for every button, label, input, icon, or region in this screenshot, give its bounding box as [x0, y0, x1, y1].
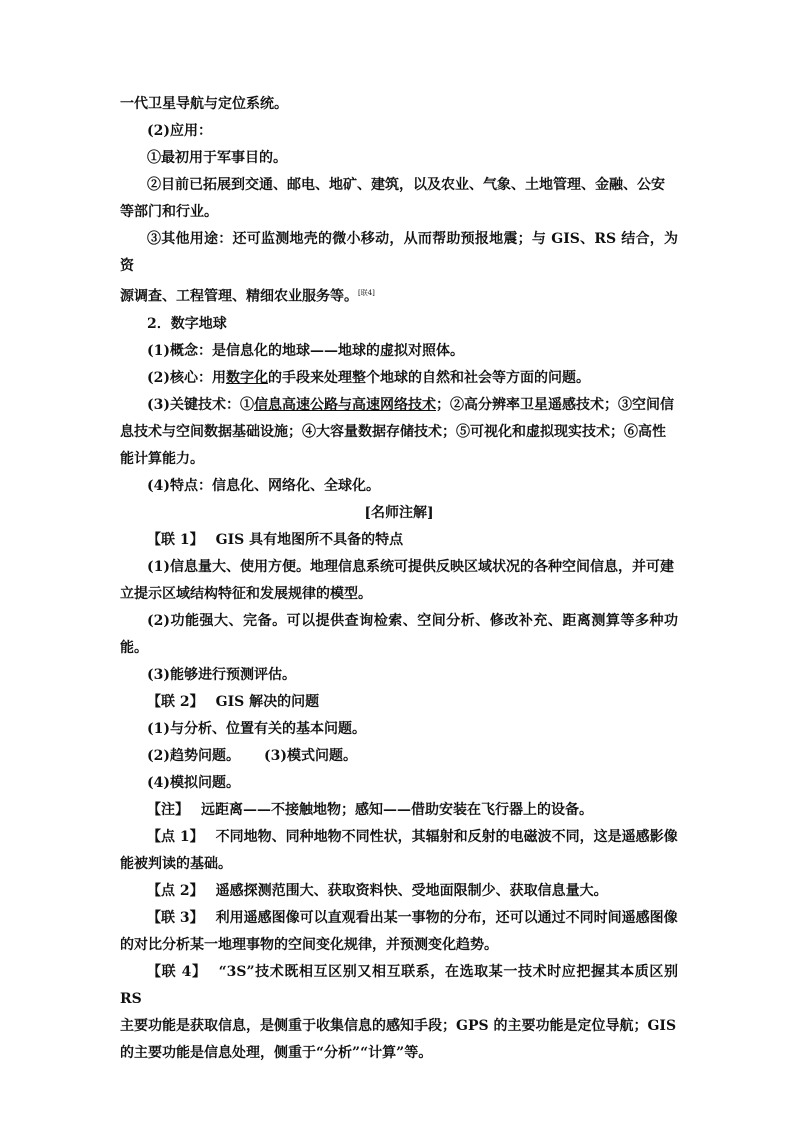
note-line	[120, 797, 678, 824]
text-span: 远距离——不接触地物；感知——借助安装在飞行器上的设备。	[201, 801, 593, 818]
text-line	[120, 280, 678, 311]
text-span: “3S”技术既相互区别又相互联系，在选取某一技术时应把握其本质区别 RS	[120, 963, 678, 1007]
footnote-ref: [联4]	[358, 289, 375, 297]
note-line	[120, 824, 678, 851]
text-line: (4)模拟问题。	[147, 774, 240, 791]
note-heading	[120, 689, 678, 716]
text-line: ②目前已拓展到交通、邮电、地矿、建筑，以及农业、气象、土地管理、金融、公安	[147, 177, 665, 193]
text-line	[120, 365, 678, 392]
section-label-application: (2)应用：	[147, 123, 212, 139]
text-line: (3)能够进行预测评估。	[147, 666, 296, 683]
text-line: (2)功能强大、完备。可以提供查询检索、空间分析、修改补充、距离测算等多种功能。	[120, 612, 678, 656]
text-line: ①最初用于军事目的。	[147, 150, 287, 166]
text-span: 的手段来处理整个地球的自然和社会等方面的问题。	[268, 369, 590, 386]
text-line	[120, 392, 678, 419]
text-line: 的对比分析某一地理事物的空间变化规律，并预测变化趋势。	[120, 936, 498, 953]
text-span: (3)模式问题。	[264, 747, 357, 764]
note-tag: 【联 1】	[147, 531, 204, 548]
text-span: (2)核心：用	[147, 369, 226, 386]
text-span: (2)趋势问题。	[147, 747, 240, 764]
text-line: (1)与分析、位置有关的基本问题。	[147, 720, 366, 737]
note-tag: 【点 1】	[147, 828, 204, 845]
text-line: 立提示区域结构特征和发展规律的模型。	[120, 585, 372, 602]
text-span: 利用遥感图像可以直观看出某一事物的分布，还可以通过不同时间遥感图像	[215, 909, 678, 926]
text-line: (4)特点：信息化、网络化、全球化。	[147, 477, 380, 494]
section-heading-digital-earth: 2．数字地球	[147, 315, 227, 332]
text-line: 的主要功能是信息处理，侧重于“分析”“计算”等。	[120, 1044, 433, 1061]
text-line: (1)概念：是信息化的地球——地球的虚拟对照体。	[147, 342, 464, 359]
text-span: 不同地物、同种地物不同性状，其辐射和反射的电磁波不同，这是遥感影像	[215, 828, 678, 845]
text-span: 遥感探测范围大、获取资料快、受地面限制少、获取信息量大。	[215, 882, 608, 899]
text-span: ；②高分辨率卫星遥感技术；③空间信	[436, 396, 674, 413]
note-line	[120, 878, 678, 905]
note-tag: 【注】	[147, 801, 189, 818]
text-line: ③其他用途：还可监测地壳的微小移动，从而帮助预报地震；与 GIS、RS 结合，为资	[120, 231, 678, 274]
note-tag: 【点 2】	[147, 882, 204, 899]
note-tag: 【联 2】	[147, 693, 204, 710]
text-line: 主要功能是获取信息，是侧重于收集信息的感知手段；GPS 的主要功能是定位导航；GIS	[120, 1017, 677, 1034]
text-line: 等部门和行业。	[120, 204, 218, 220]
text-line: 息技术与空间数据基础设施；④大容量数据存储技术；⑤可视化和虚拟现实技术；⑥高性	[120, 423, 666, 440]
note-heading	[120, 527, 678, 554]
underlined-term: 信息高速公路与高速网络技术	[254, 396, 436, 413]
note-line	[120, 959, 678, 1013]
text-line: 能被判读的基础。	[120, 855, 232, 872]
text-line: (1)信息量大、使用方便。地理信息系统可提供反映区域状况的各种空间信息，并可建	[147, 558, 674, 575]
text-span: (3)关键技术：①	[147, 396, 254, 413]
note-line	[120, 905, 678, 932]
note-title: GIS 解决的问题	[215, 693, 320, 710]
note-tag: 【联 3】	[147, 909, 204, 926]
text-line	[120, 743, 678, 770]
notes-title: [名师注解]	[364, 504, 434, 521]
text-span: 源调查、工程管理、精细农业服务等。	[120, 288, 358, 305]
text-line: 一代卫星导航与定位系统。	[120, 96, 288, 112]
note-tag: 【联 4】	[147, 963, 207, 980]
underlined-term: 数字化	[226, 369, 268, 386]
note-title: GIS 具有地图所不具备的特点	[215, 531, 404, 548]
text-line: 能计算能力。	[120, 450, 204, 467]
